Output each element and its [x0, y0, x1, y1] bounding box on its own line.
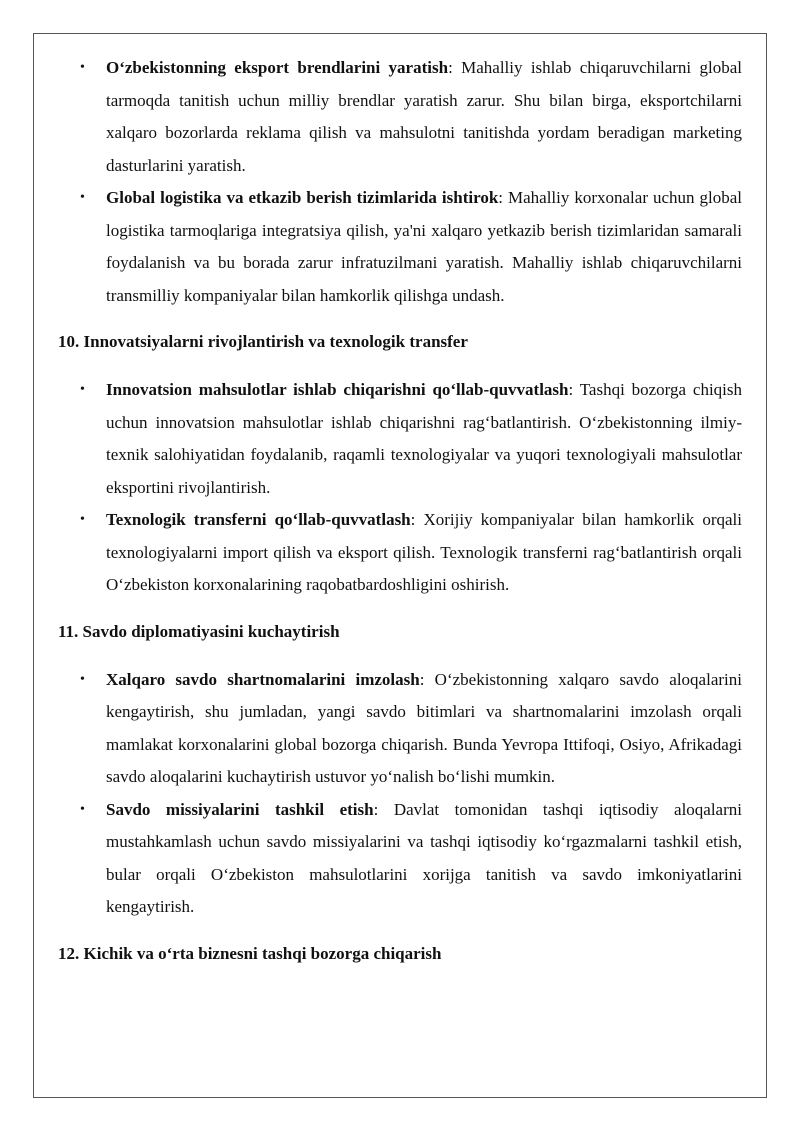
- item-text: : Mahalliy korxonalar uchun global logistika tarmoqlariga integratsiya qilish, ya'ni xalqaro yetkazib berish tizimlaridan samarali foydalanish va bu borada zarur infratuzilmani yaratish. Mahalliy ishlab chiqaruvchilarni transmilliy kompaniyalar bilan hamkorlik qilishga undash.: [106, 188, 742, 305]
- item-term: Savdo missiyalarini tashkil etish: [106, 799, 374, 819]
- bullet-list-s10: [58, 374, 742, 602]
- item-term: Innovatsion mahsulotlar ishlab chiqarishni qo‘llab-quvvatlash: [106, 380, 569, 399]
- bullet-icon: •: [80, 512, 85, 527]
- item-term: Global logistika va etkazib berish tizimlarida ishtirok: [106, 188, 499, 207]
- section-heading-12: 12. Kichik va o‘rta biznesni tashqi bozorga chiqarish: [58, 943, 442, 963]
- list-item: [58, 374, 742, 504]
- item-text: : Xorijiy kompaniyalar bilan hamkorlik orqali texnologiyalarni import qilish va eksport qilish. Texnologik transferni rag‘batlantirish orqali O‘zbekiston korxonalarining raqobatbardoshligini oshirish.: [106, 510, 742, 594]
- item-text: : Mahalliy ishlab chiqaruvchilarni global tarmoqda tanitish uchun milliy brendlar yaratish zarur. Shu bilan birga, eksportchilarni xalqaro bozorlarda reklama qilish va mahsulotni tanitishda yordam beradigan marketing dasturlarini yaratish.: [106, 58, 742, 175]
- bullet-list-s9: [58, 52, 742, 312]
- list-item: [58, 664, 742, 794]
- item-term: O‘zbekistonning eksport brendlarini yaratish: [106, 58, 449, 77]
- bullet-list-s11: [58, 664, 742, 924]
- item-term: Xalqaro savdo shartnomalarini imzolash: [106, 669, 420, 689]
- bullet-icon: •: [80, 671, 85, 687]
- list-item: [58, 504, 742, 602]
- bullet-icon: •: [80, 382, 85, 397]
- bullet-icon: •: [80, 190, 85, 205]
- section-heading-11: 11. Savdo diplomatiyasini kuchaytirish: [58, 621, 340, 641]
- section-heading-10: 10. Innovatsiyalarni rivojlantirish va texnologik transfer: [58, 332, 468, 351]
- item-text: : Tashqi bozorga chiqish uchun innovatsion mahsulotlar ishlab chiqarishni rag‘batlantirish. O‘zbekistonning ilmiy-texnik salohiyatidan foydalanib, raqamli texnologiyalar va yuqori texnologiyali mahsulotlar eksportini rivojlantirish.: [106, 380, 743, 497]
- bullet-icon: •: [80, 801, 85, 817]
- list-item: [58, 794, 742, 924]
- document-body: [58, 52, 742, 970]
- list-item: [58, 52, 742, 182]
- item-term: Texnologik transferni qo‘llab-quvvatlash: [106, 510, 411, 529]
- list-item: [58, 182, 742, 312]
- bullet-icon: •: [80, 60, 85, 75]
- item-text: : Davlat tomonidan tashqi iqtisodiy aloqalarni mustahkamlash uchun savdo missiyalarini va tashqi iqtisodiy ko‘rgazmalarni tashkil etish, bular orqali O‘zbekiston mahsulotlarini xorijga tanitish va savdo imkoniyatlarini kengaytirish.: [106, 799, 742, 916]
- item-text: : O‘zbekistonning xalqaro savdo aloqalarini kengaytirish, shu jumladan, yangi savdo bitimlari va shartnomalarini imzolash orqali mamlakat korxonalarini global bozorga chiqarish. Bunda Yevropa Ittifoqi, Osiyo, Afrikadagi savdo aloqalarini kuchaytirish ustuvor yo‘nalish bo‘lishi mumkin.: [106, 669, 742, 786]
